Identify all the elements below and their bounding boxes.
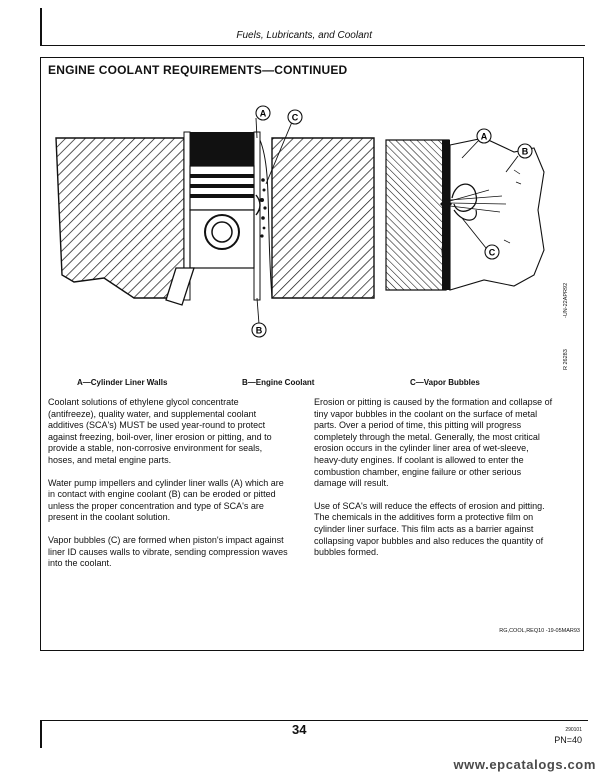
- callout-c-right: [485, 245, 499, 259]
- svg-text:C: C: [291, 112, 299, 123]
- side-code-un: -UN-22APR92: [563, 282, 569, 318]
- caption-c: C—Vapor Bubbles: [410, 378, 480, 387]
- footer-pn: PN=40: [554, 735, 582, 745]
- svg-text:A: A: [480, 131, 488, 142]
- liner-detail-drawing: [386, 138, 544, 290]
- callout-c-left: [288, 110, 302, 124]
- callout-a-left: [256, 106, 270, 120]
- svg-text:C: C: [488, 247, 496, 258]
- paragraph: Use of SCA's will reduce the effects of erosion and pitting. The chemicals in the additives form a protective film on cylinder liner surface. This film acts as a barrier against collapsing vapor bubbles and also reduces the quantity of bubbles formed.: [314, 500, 545, 558]
- header-title: Fuels, Lubricants, and Coolant: [236, 30, 372, 41]
- engine-block-drawing: [56, 118, 374, 324]
- paragraph: Coolant solutions of ethylene glycol concentrate (antifreeze), quality water, and supplemental coolant additives (SCA's) MUST be used year-round to protect against freezing, boil-over, liner erosion or pitting, and to provide a stable, non-corrosive environment for seals, hoses, and metal engine parts.: [48, 397, 272, 465]
- section-title: ENGINE COOLANT REQUIREMENTS—CONTINUED: [48, 63, 348, 77]
- header-left-rule: [40, 8, 42, 46]
- callout-b-right: [518, 144, 532, 158]
- callout-a-right: [477, 129, 491, 143]
- paragraph: Water pump impellers and cylinder liner walls (A) which are in contact with engine coolant (B) can be eroded or pitted unless the proper concentration and type of SCA's are present in the coolant solution.: [48, 477, 284, 523]
- callout-b-left: [252, 323, 266, 337]
- footer-left-rule: [40, 720, 42, 748]
- footer-code: 290101: [565, 727, 582, 733]
- body-right-column: [314, 397, 554, 570]
- caption-a: A—Cylinder Liner Walls: [77, 378, 168, 387]
- page-number: 34: [292, 722, 307, 737]
- watermark-text: www.epcatalogs.com: [453, 757, 596, 772]
- svg-text:B: B: [521, 146, 529, 157]
- footer-rule: [40, 720, 588, 721]
- svg-text:B: B: [255, 325, 263, 336]
- reference-code: RG,COOL,REQ10 -19-05MAR93: [499, 628, 580, 634]
- header-rule: [40, 45, 585, 46]
- paragraph: Erosion or pitting is caused by the formation and collapse of tiny vapor bubbles in the coolant on the surface of metal parts. Over a period of time, this pitting will progress completely through the metal. Generally, the most critical erosion occurs in the cylinder liner area of wet-sleeve, heavy-duty engines. If coolant is allowed to enter the combustion chamber, engine failure or other serious damage will result.: [314, 397, 553, 489]
- side-code-r: R 26283: [563, 349, 569, 370]
- coolant-figure: [44, 100, 564, 370]
- svg-text:A: A: [259, 108, 267, 119]
- paragraph: Vapor bubbles (C) are formed when piston's impact against liner ID causes walls to vibrate, sending compression waves into the coolant.: [48, 534, 288, 569]
- body-left-column: [48, 397, 288, 581]
- caption-b: B—Engine Coolant: [242, 378, 315, 387]
